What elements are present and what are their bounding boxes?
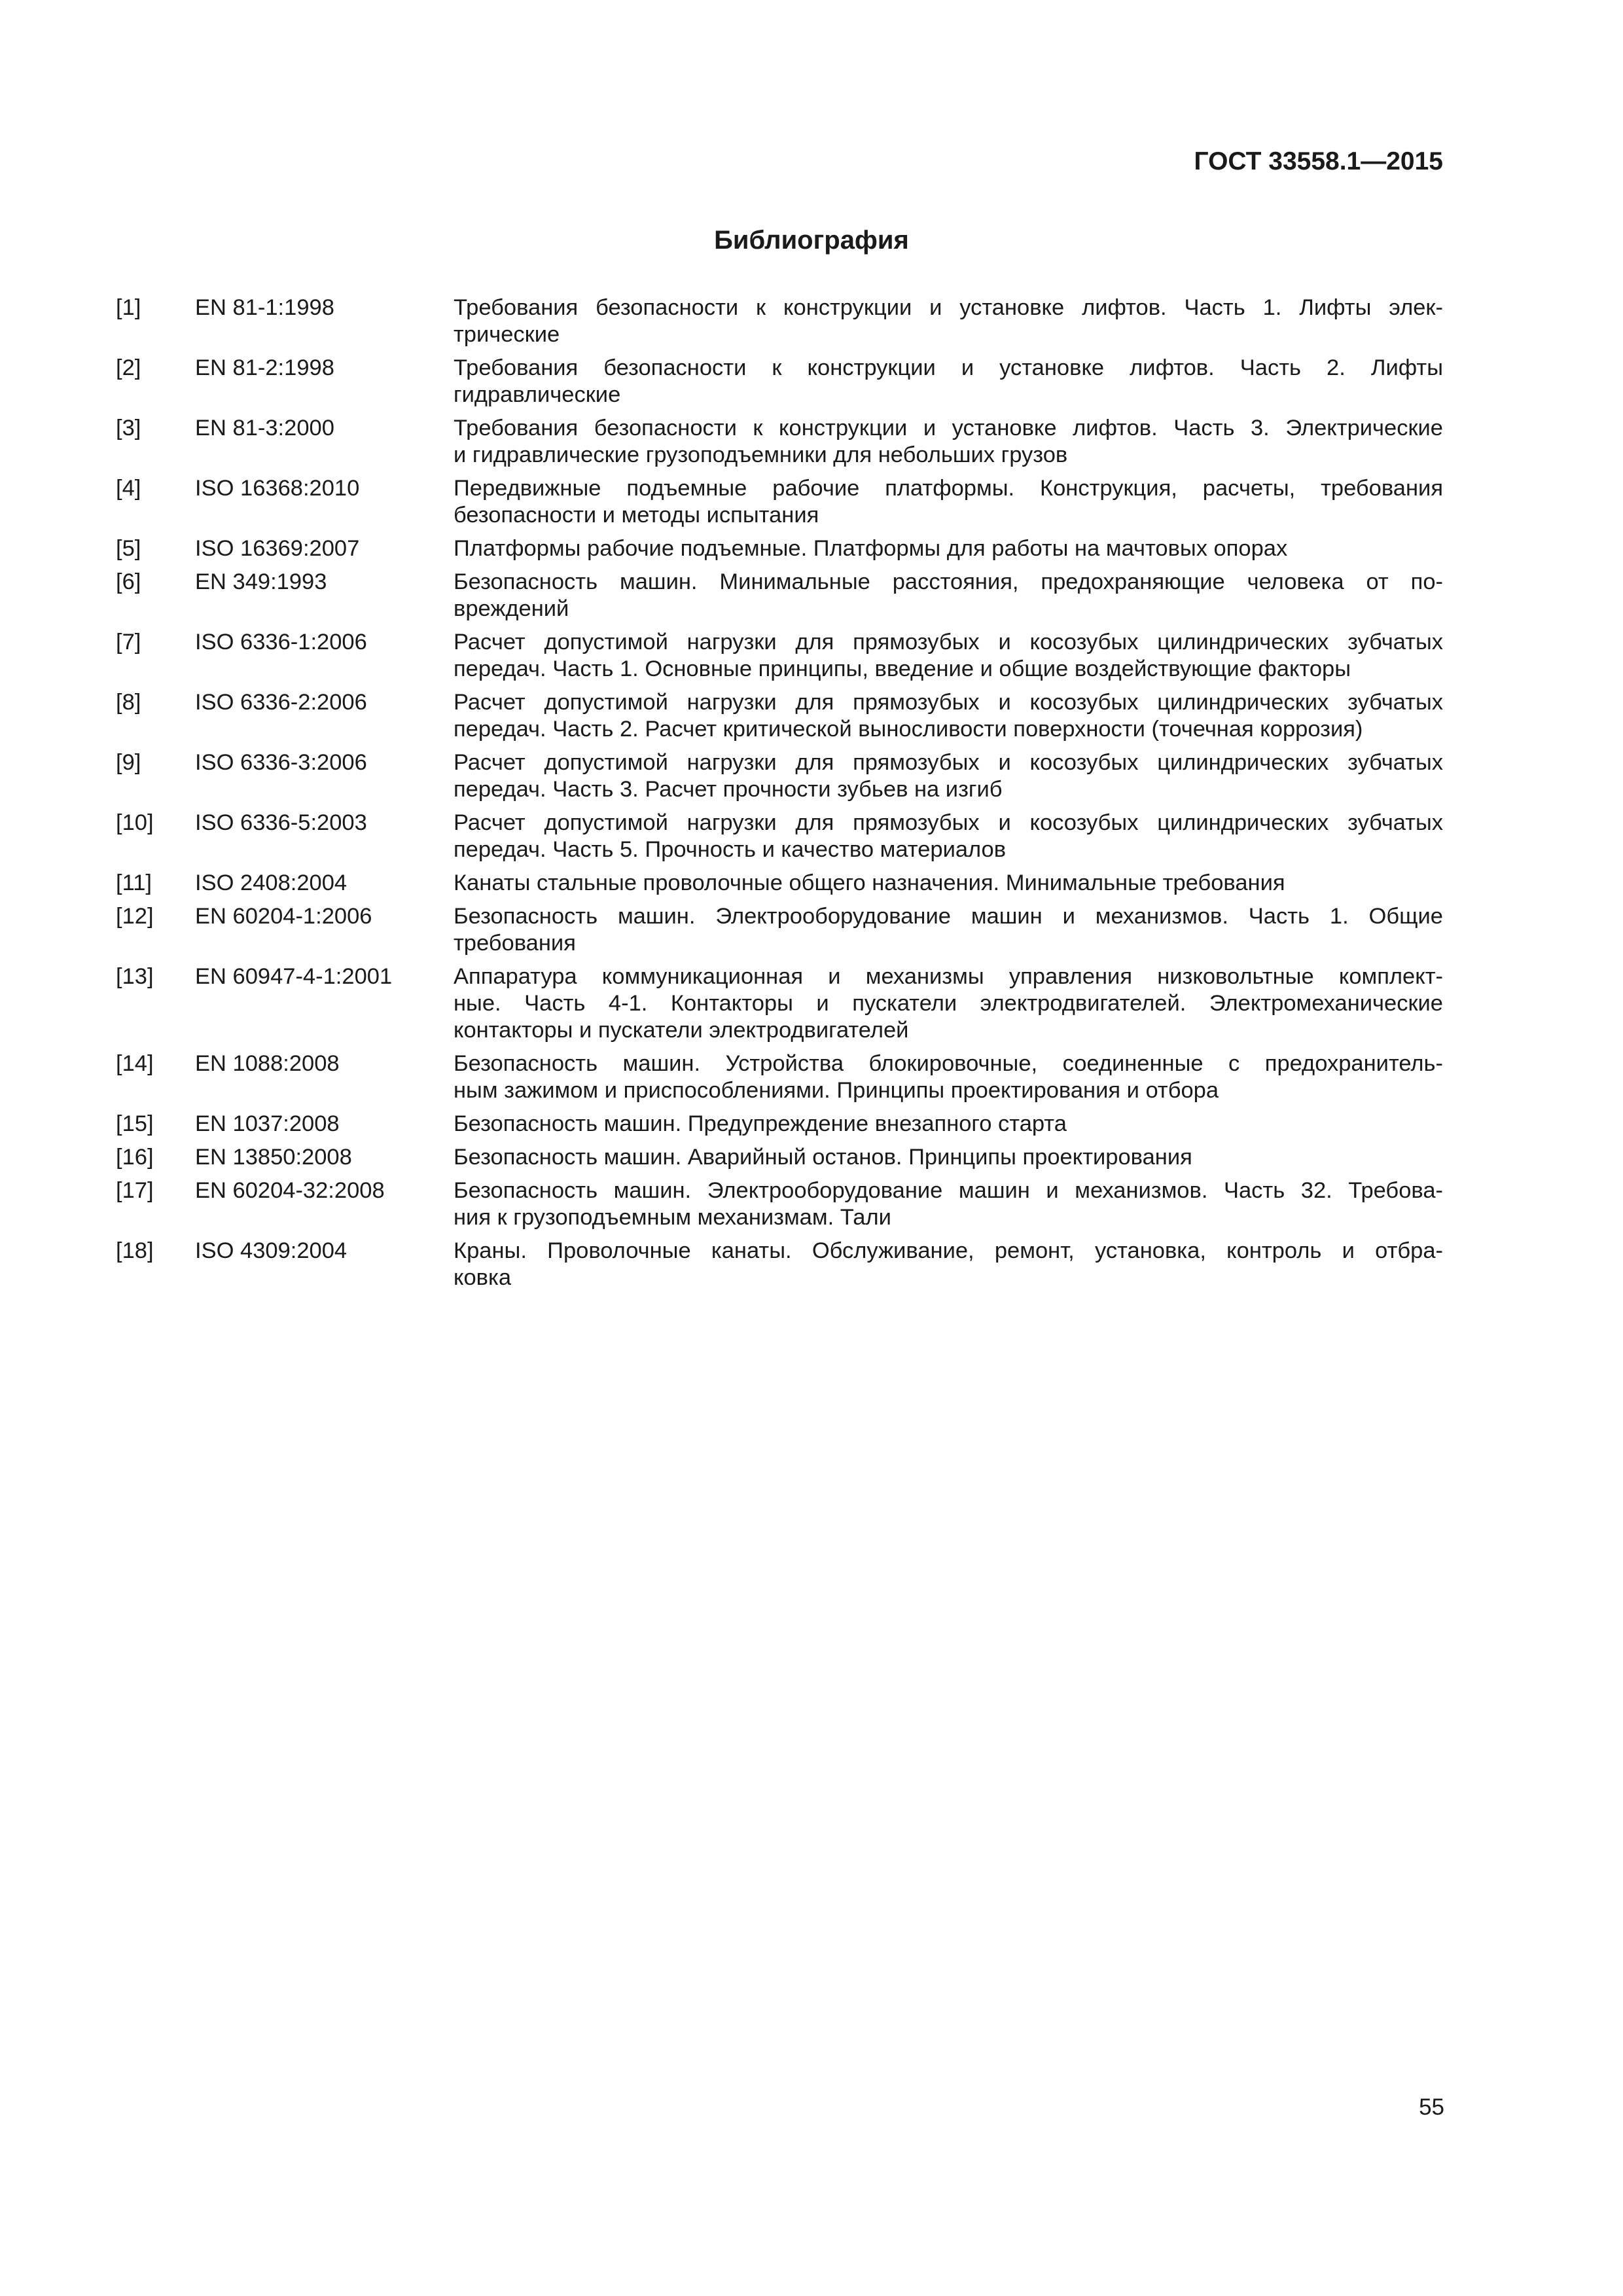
bibliography-entry-standard-code: EN 1088:2008 — [195, 1051, 340, 1076]
bibliography-entry-title-line: вреждений — [454, 596, 569, 621]
bibliography-entry-title-line: Краны. Проволочные канаты. Обслуживание, ремонт, установка, контроль и отбра- — [454, 1238, 1443, 1263]
bibliography-entry-title — [454, 903, 1443, 957]
bibliography-entry-title — [454, 1111, 1443, 1138]
bibliography-entry-title-line: и гидравлические грузоподъемники для небольших грузов — [454, 442, 1068, 467]
bibliography-entry-number: [6] — [116, 569, 141, 594]
bibliography-entry-title-line: ния к грузоподъемным механизмам. Тали — [454, 1205, 891, 1230]
bibliography-entry-number: [11] — [116, 870, 152, 895]
bibliography-entry-title-line: Безопасность машин. Аварийный останов. Принципы проектирования — [454, 1145, 1192, 1170]
bibliography-entry — [116, 749, 1443, 803]
bibliography-entry-number: [18] — [116, 1238, 154, 1263]
bibliography-entry — [116, 1177, 1443, 1231]
bibliography-entry-standard-code: ISO 6336-3:2006 — [195, 750, 367, 775]
bibliography-entry-title-line: ные. Часть 4-1. Контакторы и пускатели электродвигателей. Электромеханические — [454, 991, 1443, 1016]
bibliography-entry-title-line: Платформы рабочие подъемные. Платформы для работы на мачтовых опорах — [454, 536, 1288, 561]
bibliography-entry-title-line: Требования безопасности к конструкции и установке лифтов. Часть 3. Электрические — [454, 416, 1443, 440]
bibliography-entry-title-line: передач. Часть 1. Основные принципы, введение и общие воздействующие факторы — [454, 656, 1351, 681]
bibliography-entry-title-line: Требования безопасности к конструкции и установке лифтов. Часть 1. Лифты элек- — [454, 295, 1443, 320]
bibliography-entry-title-line: Аппаратура коммуникационная и механизмы управления низковольтные комплект- — [454, 964, 1443, 989]
bibliography-entry-title-line: передач. Часть 3. Расчет прочности зубьев на изгиб — [454, 777, 1003, 802]
bibliography-entry — [116, 1050, 1443, 1104]
bibliography-entry-title-line: передач. Часть 2. Расчет критической выносливости поверхности (точечная коррозия) — [454, 717, 1363, 742]
bibliography-entry — [116, 1238, 1443, 1291]
bibliography-entry-standard-code: ISO 16368:2010 — [195, 476, 360, 501]
bibliography-entry-title — [454, 535, 1443, 562]
bibliography-entry-title-line: Расчет допустимой нагрузки для прямозубых и косозубых цилиндрических зубчатых — [454, 690, 1443, 715]
bibliography-entry-title-line: Безопасность машин. Минимальные расстояния, предохраняющие человека от по- — [454, 569, 1443, 594]
bibliography-entry-number: [3] — [116, 416, 141, 440]
bibliography-entry-title — [454, 810, 1443, 863]
bibliography-entry-standard-code: ISO 6336-5:2003 — [195, 810, 367, 835]
bibliography-entry — [116, 1144, 1443, 1171]
bibliography-entry-standard-code: EN 13850:2008 — [195, 1145, 352, 1170]
bibliography-entry-number: [2] — [116, 355, 141, 380]
bibliography-entry-title-line: контакторы и пускатели электродвигателей — [454, 1018, 909, 1043]
bibliography-entry-title-line: Безопасность машин. Предупреждение внезапного старта — [454, 1111, 1067, 1136]
bibliography-entry-standard-code: EN 60204-32:2008 — [195, 1178, 385, 1203]
bibliography-entry-title — [454, 415, 1443, 469]
section-title-bibliography: Библиография — [714, 226, 909, 255]
bibliography-entry-title — [454, 569, 1443, 622]
bibliography-entry-number: [9] — [116, 750, 141, 775]
bibliography-entry-title-line: гидравлические — [454, 382, 621, 407]
bibliography-entry-title-line: Расчет допустимой нагрузки для прямозубых и косозубых цилиндрических зубчатых — [454, 750, 1443, 775]
bibliography-entry-standard-code: EN 349:1993 — [195, 569, 327, 594]
bibliography-entry-number: [10] — [116, 810, 154, 835]
bibliography-entry-number: [5] — [116, 536, 141, 561]
bibliography-entry-title-line: ным зажимом и приспособлениями. Принципы проектирования и отбора — [454, 1078, 1219, 1103]
bibliography-entry-title-line: Расчет допустимой нагрузки для прямозубых и косозубых цилиндрических зубчатых — [454, 630, 1443, 655]
bibliography-entry-number: [12] — [116, 904, 154, 929]
bibliography-entry-standard-code: ISO 16369:2007 — [195, 536, 360, 561]
bibliography-entry-title — [454, 629, 1443, 683]
bibliography-entry-title — [454, 1050, 1443, 1104]
bibliography-entry — [116, 1111, 1443, 1138]
page-number: 55 — [1419, 2094, 1444, 2120]
bibliography-entry-title — [454, 295, 1443, 348]
bibliography-entry-title-line: трические — [454, 322, 560, 347]
bibliography-entry-title-line: Канаты стальные проволочные общего назначения. Минимальные требования — [454, 870, 1285, 895]
bibliography-entry-title — [454, 355, 1443, 408]
bibliography-entry-standard-code: EN 1037:2008 — [195, 1111, 340, 1136]
bibliography-entry-title-line: Безопасность машин. Устройства блокировочные, соединенные с предохранитель- — [454, 1051, 1443, 1076]
bibliography-entry — [116, 963, 1443, 1044]
bibliography-entry-standard-code: ISO 4309:2004 — [195, 1238, 348, 1263]
bibliography-entry-number: [16] — [116, 1145, 154, 1170]
bibliography-entry-title — [454, 1238, 1443, 1291]
bibliography-entry-standard-code: ISO 6336-1:2006 — [195, 630, 367, 655]
bibliography-entry-title-line: требования — [454, 931, 576, 956]
bibliography-entry-number: [8] — [116, 690, 141, 715]
bibliography-entry-standard-code: EN 81-1:1998 — [195, 295, 334, 320]
bibliography-entry-number: [17] — [116, 1178, 154, 1203]
bibliography-entry-title-line: Безопасность машин. Электрооборудование машин и механизмов. Часть 32. Требова- — [454, 1178, 1443, 1203]
bibliography-entry-standard-code: ISO 6336-2:2006 — [195, 690, 367, 715]
bibliography-entry-title — [454, 1177, 1443, 1231]
bibliography-entry — [116, 903, 1443, 957]
bibliography-entry-title-line: ковка — [454, 1265, 512, 1290]
bibliography-list — [116, 295, 1443, 1298]
bibliography-entry — [116, 569, 1443, 622]
bibliography-entry — [116, 629, 1443, 683]
bibliography-entry-title-line: передач. Часть 5. Прочность и качество материалов — [454, 837, 1007, 862]
bibliography-entry-title — [454, 749, 1443, 803]
bibliography-entry-title — [454, 689, 1443, 743]
document-standard-code: ГОСТ 33558.1—2015 — [1194, 147, 1443, 175]
bibliography-entry-standard-code: EN 60947-4-1:2001 — [195, 964, 393, 989]
bibliography-entry-title-line: Передвижные подъемные рабочие платформы. Конструкция, расчеты, требования — [454, 476, 1443, 501]
bibliography-entry-title — [454, 963, 1443, 1044]
bibliography-entry-title-line: безопасности и методы испытания — [454, 503, 819, 528]
bibliography-entry — [116, 535, 1443, 562]
bibliography-entry-number: [7] — [116, 630, 141, 655]
bibliography-entry-number: [1] — [116, 295, 141, 320]
bibliography-entry-number: [14] — [116, 1051, 154, 1076]
bibliography-entry — [116, 475, 1443, 529]
bibliography-entry-title — [454, 870, 1443, 897]
bibliography-entry-number: [13] — [116, 964, 154, 989]
bibliography-entry-standard-code: EN 81-3:2000 — [195, 416, 334, 440]
bibliography-entry-number: [15] — [116, 1111, 154, 1136]
bibliography-entry — [116, 295, 1443, 348]
bibliography-entry-title-line: Требования безопасности к конструкции и установке лифтов. Часть 2. Лифты — [454, 355, 1443, 380]
bibliography-entry — [116, 689, 1443, 743]
bibliography-entry — [116, 415, 1443, 469]
bibliography-entry-title-line: Расчет допустимой нагрузки для прямозубых и косозубых цилиндрических зубчатых — [454, 810, 1443, 835]
bibliography-entry-standard-code: EN 60204-1:2006 — [195, 904, 372, 929]
bibliography-entry-title — [454, 1144, 1443, 1171]
bibliography-entry-title-line: Безопасность машин. Электрооборудование машин и механизмов. Часть 1. Общие — [454, 904, 1443, 929]
bibliography-entry — [116, 870, 1443, 897]
bibliography-entry-number: [4] — [116, 476, 141, 501]
bibliography-entry-title — [454, 475, 1443, 529]
bibliography-entry — [116, 355, 1443, 408]
bibliography-entry-standard-code: ISO 2408:2004 — [195, 870, 348, 895]
bibliography-entry — [116, 810, 1443, 863]
bibliography-entry-standard-code: EN 81-2:1998 — [195, 355, 334, 380]
